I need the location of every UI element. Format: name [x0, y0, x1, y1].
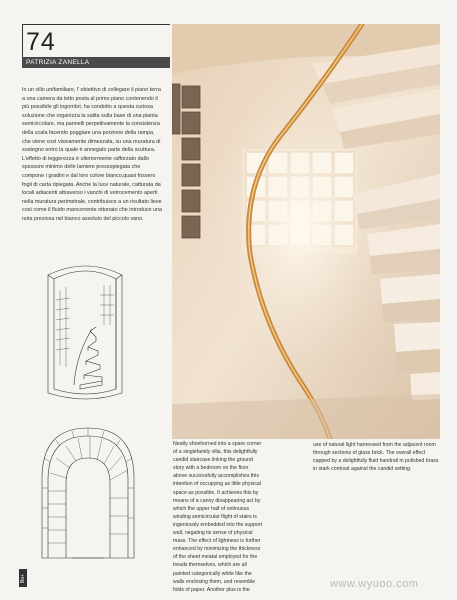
italian-paragraph: In un villo unifamiliare, l' obiettivo di collegare il piano terra a una camera da letto posta al primo piano contenendo il più possibile gli ingombri, ha condotto a questa curiosa soluzione che organizza la salita sulla base di una pianta semicircolare, ma pannelli perpetiivamente la consistenza della scala facendo poggiare una porzione della rampa, che viene così visivamente dimezzata, su una muratura di sostegno entro la quale è annegato parte della scuttura. L'effetto di leggerezza è ulteriormente rafforzato dallo spessore minimo delle lamiere pressopiegata che compone i gradini e dal loro colore bianco,quasi fossero fogli di carta ripiegata. Anche la luce naturale, catturata da locali adiacenti attraverso i vanchi di vetrocemento aperti nella muratura perimetrale, contribuisce a un risultato lieve così come il fluido mancorrente ottonato che introduce una nota preziosa nel bianco assoluto del piccolo vano. [22, 87, 162, 222]
watermark: www.wyuoo.com [330, 578, 419, 590]
staircase-photo [172, 24, 440, 439]
author-bar: PATRIZIA ZANELLA [22, 57, 170, 68]
english-column-1: Neatly shoehorned into a spare corner of a singlefamily villa, this delightfully candid staircase linking the ground story with a bedroom on the floor above successfully accomplishes this intention of occupying as little physical space as possible. It achieves this by means of a canny disappearing act by which the upper half of ontinuous winding semicircular flight of stairs is ingeniously embedded into the support wall, negating its sense of physical mass. The effect of lightness is further enhanced by minimizing the thickness of the sheet meatal employed for the treads themselves, which are all painted categorically white like the walls enclosing them, and resemble folds of paper. Another plus is the [173, 441, 263, 593]
footer-mark: Bo+ [19, 569, 27, 587]
plan-drawing [32, 418, 144, 566]
english-column-2: use of natural light harnessed from the adjacent room through sections of glass brick. The overall effect capped by a delightfully fluid handrail in polished brass in stark contrast against the candid setting. [313, 442, 439, 473]
page-number: 74 [26, 28, 56, 56]
axonometric-drawing [30, 255, 142, 415]
